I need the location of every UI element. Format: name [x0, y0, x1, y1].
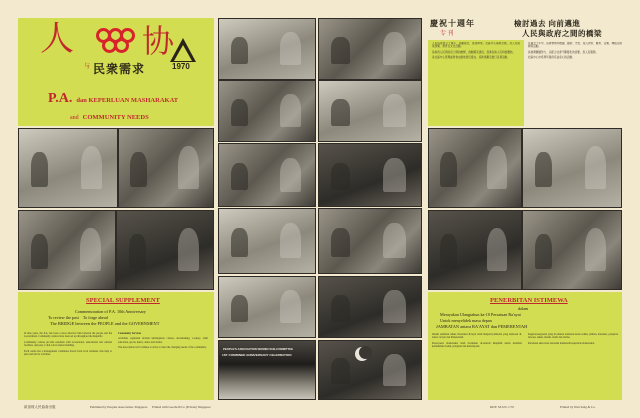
photo-center-10 [318, 276, 422, 338]
header-small-char: 与 [84, 64, 91, 70]
right-cn-title-sub: 专 刊 [440, 31, 454, 37]
header-left-char: 人 [40, 21, 74, 58]
photo-center-3 [218, 80, 316, 142]
photo-center-1 [218, 18, 316, 80]
photo-center-6 [318, 143, 422, 207]
special-supplement-line1: Commemoration of P.A. 10th Anniversary [75, 309, 146, 314]
penerbitan-line0: dalam [518, 306, 529, 311]
photo-center-2 [318, 18, 422, 80]
photo-right-3 [428, 210, 522, 290]
penerbitan-line2: Untok menyelidek masa depan [440, 318, 492, 323]
right-cn-column-left: 人民協會成立十週年，回顧過去，展望將來。社區中心遍佈全國，為人民提供康樂、教育及文化活動。 協會爲人民與政府之間的橋樑，推動國家建設，促進各族人民和諧團結。 各社區中心管理委員會由當地居民組成，協助策劃及推行各項活動。 [432, 42, 520, 60]
right-cn-title-right-2: 人民與政府之間的橋梁 [522, 29, 602, 38]
title-line1 [48, 89, 178, 107]
header-right-char: 协 [142, 23, 175, 59]
title-pa: P.A. [48, 91, 73, 106]
penerbitan-heading: PENERBITAN ISTIMEWA [490, 297, 568, 304]
photo-right-2 [522, 128, 622, 208]
photo-banner [218, 340, 316, 400]
banner-text-2: 1ST COMBINED ANNIVERSARY CELEBRATION [222, 353, 292, 357]
footer-printer-right: Printed by Wan Seng & Co. [560, 405, 596, 409]
photo-right-1 [428, 128, 522, 208]
right-cn-title-right-1: 檢討過去 向前邁進 [514, 19, 581, 28]
photo-center-7 [218, 208, 316, 274]
special-supplement-line3: The BRIDGE between the PEOPLE and the GOVERNMENT [50, 321, 160, 326]
footer-code: KDY. M.S.N. 1/70 [490, 405, 514, 409]
title-and: and [70, 115, 79, 121]
year-triangle-inner [174, 45, 192, 61]
supplement-col2-title: Community Services [118, 332, 141, 335]
title-line2 [70, 106, 149, 124]
photo-center-5 [218, 143, 316, 207]
supplement-column-right: Community Services Activities organized include kindergarten classes, dressmaking, cookery, adult education, sports, music, dance and drama. The Association will continue to strive to meet the changing needs of the community. [118, 332, 208, 350]
pa-rings-logo [96, 28, 136, 58]
photo-right-4 [522, 210, 622, 290]
photo-center-4 [318, 80, 422, 142]
photo-center-8 [318, 208, 422, 274]
penerbitan-column-left: Dalam sembilan tahun, Persatuan Ra'ayat telah menjadi jambatan yang berkesan di-antara ra'ayat dan Pemerentah. Pusat-pusat masharakat telah di-dirikan di-seluroh Republik untok memberi kemudahan riadah, pelajaran dan kebudayaan. [432, 333, 522, 349]
footer-cn: 新加坡人民協會出版 [24, 405, 56, 409]
title-malay: dan KEPERLUAN MASHARAKAT [76, 97, 179, 104]
footer-printer-left: Printed with Goodwill Co (Private) Singapore [152, 405, 211, 409]
photo-center-9 [218, 276, 316, 338]
right-cn-title-left: 慶祝十週年 [430, 19, 475, 28]
header-motto: 民衆需求 [93, 62, 146, 76]
penerbitan-column-right: Kegiatan-kegiatan yang di-adakan termasok kelas tadika, jahitan, masakan, pelajaran dewasa, sukan, muzik, tarian dan drama. Persatuan akan terus berusaha memenohi keperluan masharakat. [528, 333, 618, 345]
banner-text-1: PEOPLE'S ASSOCIATION WOMEN SUB-COMMITTEE [223, 347, 293, 351]
special-supplement-heading: SPECIAL SUPPLEMENT [86, 297, 160, 304]
supplement-column-left: In nine years, the P.A. has been a most effective link between the people and the Government. Community centres have been set up throughout the Republic. Community centres provide residents with recreational, educational and cultural facilities, and play a vital role in nation building. Each centre has a management committee drawn from local residents who help to plan and run its activities. [24, 332, 112, 357]
right-cn-column-right: 在過去十年中，協會舉辦幼稚園、縫紉、烹飪、成人教育、體育、音樂、舞蹈及戲劇等活動。 協會將繼續努力，以配合社會不斷變化的需要，爲人民服務。 社區中心亦爲青年提供有益身心的活動。 [528, 42, 622, 60]
penerbitan-line3: JAMBATAN antara RA'AYAT dan PEMERENTAH [436, 324, 528, 329]
photo-class-right [116, 210, 214, 290]
penerbitan-line1: Merayakan Ulangtahun ka-10 Persatuan Ra'ayat [440, 312, 521, 317]
title-english: COMMUNITY NEEDS [82, 114, 149, 121]
photo-class-left [18, 210, 116, 290]
photo-dancers-right [118, 128, 214, 208]
footer-publisher: Published by Peoples Association, Singapore [90, 405, 148, 409]
photo-dancers-left [18, 128, 118, 208]
special-supplement-line2: To review the past To forge ahead [48, 315, 108, 320]
photo-stage-flag [318, 340, 422, 400]
year-label: 1970 [172, 62, 190, 71]
